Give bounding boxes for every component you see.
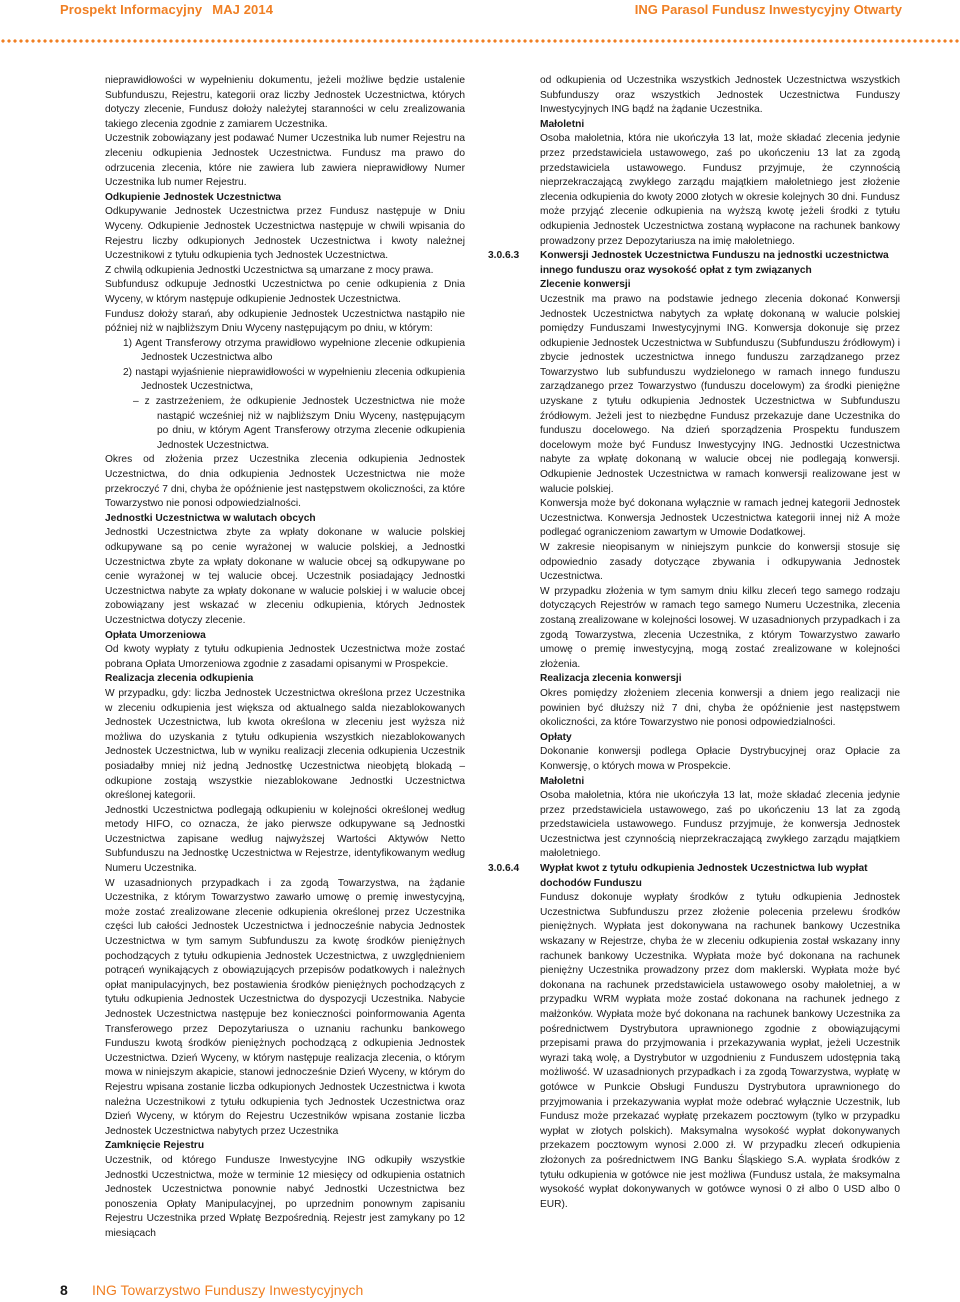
page-header (0, 0, 960, 22)
subheading: Realizacja zlecenia konwersji (540, 673, 682, 685)
paragraph: Fundusz dołoży starań, aby odkupienie Jednostek Uczestnictwa nastąpiło nie później niż w najbliższym Dniu Wyceny następującym po dniu, w którym: (105, 308, 465, 335)
section-title: Wypłat kwot z tytułu odkupienia Jednostek Uczestnictwa lub wypłat dochodów Funduszu (540, 863, 868, 889)
paragraph: Okres pomiędzy złożeniem zlecenia konwersji a dniem jego realizacji nie powinien być dłuższy niż 7 dni, chyba że opóźnienie jest następstwem okoliczności, za które Towarzystwo nie ponosi odpowiedzialności. (540, 687, 900, 729)
company-name: ING Towarzystwo Funduszy Inwestycyjnych (92, 1282, 364, 1298)
paragraph: W zakresie nieopisanym w niniejszym punkcie do konwersji stosuje się odpowiednio zasady dotyczące zbywania i odkupywania Jednostek Uczestnictwa. (540, 542, 900, 583)
numbered-item: 2) nastąpi wyjaśnienie nieprawidłowości w wypełnieniu zlecenia odkupienia Jednostek Uczestnictwa, (123, 366, 465, 393)
left-column (105, 74, 465, 1242)
subheading: Małoletni (540, 118, 585, 130)
paragraph: Od kwoty wypłaty z tytułu odkupienia Jednostek Uczestnictwa może zostać pobrana Opłata Umorzeniowa zgodnie z zasadami opisanymi w Prospekcie. (105, 644, 465, 670)
section-number: 3.0.6.3 (488, 250, 520, 262)
paragraph: Uczestnik ma prawo na podstawie jednego zlecenia dokonać Konwersji Jednostek Uczestnictwa nabytych za wpłatę dokonaną w walucie polskiej pomiędzy Funduszami Inwestycyjnymi ING. Konwersja dokonuje się przez odkupienie Jednostek Uczestnictwa w Subfunduszu (Subfunduszu źródłowym) i zbycie jednostek uczestnictwa innego funduszu zarządzanego przez Towarzystwo lub subfunduszu wydzielonego w ramach innego funduszu zarządzanego przez Towarzystwo (funduszu docelowym) za środki pieniężne uzyskane z tytułu odkupienia Jednostek Uczestnictwa w Subfunduszu źródłowym. Jeżeli jest to niezbędne Fundusz przekazuje dane Uczestnika do funduszu docelowego. Na dzień sporządzenia Prospektu funduszem docelowym może być Fundusz Inwestycyjny ING. Jednostki Uczestnictwa nabyte za wpłatę dokonaną w walucie obcej nie podlegają konwersji. Odkupienie Jednostek Uczestnictwa w ramach konwersji realizowane jest w walucie polskiej. (540, 293, 900, 495)
paragraph: Z chwilą odkupienia Jednostki Uczestnictwa są umarzane z mocy prawa. (105, 264, 434, 276)
paragraph: Uczestnik zobowiązany jest podawać Numer Uczestnika lub numer Rejestru na zleceniu odkupienia Jednostek Uczestnictwa. Fundusz ma prawo do odrzucenia zlecenia, które nie zawiera lub zawiera nieprawidłowy Numer Uczestnika lub numer Rejestru. (105, 133, 465, 189)
subheading: Zamknięcie Rejestru (105, 1140, 205, 1152)
document-date: MAJ 2014 (212, 2, 274, 17)
paragraph: Okres od złożenia przez Uczestnika zlecenia odkupienia Jednostek Uczestnictwa, do dnia odkupienia Jednostek Uczestnictwa nie może przekroczyć 7 dni, chyba że opóźnienie jest następstwem okoliczności, za które Towarzystwo nie ponosi odpowiedzialności. (105, 454, 465, 510)
paragraph: nieprawidłowości w wypełnieniu dokumentu, jeżeli możliwe będzie ustalenie Subfunduszu, Rejestru, kategorii oraz liczby Jednostek Uczestnictwa, których dotyczy zlecenie, Fundusz dołoży należytej staranności w celu zrealizowania takiego zlecenia zgodnie z zamiarem Uczestnika. (105, 75, 465, 130)
paragraph: W uzasadnionych przypadkach i za zgodą Towarzystwa, na żądanie Uczestnika, z którym Towarzystwo zawarło umowę o premię inwestycyjną, może zostać zrealizowane zlecenie odkupienia określonej przez Uczestnika części lub całości Jednostek Uczestnictwa i jednocześnie nabycia Jednostek Uczestnictwa w tym samym Subfunduszu za kwotę środków pieniężnych pochodzących z tytułu odkupienia Jednostek Uczestnictwa, z uwzględnieniem potrąceń wynikających z obowiązujących przepisów podatkowych i należnych opłat manipulacyjnych, bez postawienia środków pieniężnych pochodzących z tytułu odkupienia Jednostek Uczestnictwa do dyspozycji Uczestnika. Nabycie Jednostek Uczestnictwa następuje bez konieczności poinformowania Agenta Transferowego przez Depozytariusza o uznaniu rachunku bankowego Funduszu kwotą środków pieniężnych pochodzącą z odkupienia Jednostek Uczestnictwa. Dzień Wyceny, w którym następuje realizacja zlecenia, o którym mowa w niniejszym akapicie, stanowi jednocześnie Dzień Wyceny, w którym do Rejestru wpisana zostanie liczba odkupionych Jednostek Uczestnictwa i kwota należna Uczestnikowi z tytułu odkupienia tych Jednostek Uczestnictwa oraz Dzień Wyceny, w którym do Rejestru Uczestników wpisana zostanie liczba Jednostek Uczestnictwa nabytych przez Uczestnika (105, 877, 465, 1137)
paragraph: Osoba małoletnia, która nie ukończyła 13 lat, może składać zlecenia jedynie przez przedstawiciela ustawowego, zaś po ukończeniu 13 lat za zgodą przedstawiciela ustawowego. Fundusz przyjmuje, że konwersja Jednostek Uczestnictwa jest czynnością nieprzekraczającą zwykłego zarządu majątkiem małoletniego. (540, 790, 900, 860)
paragraph: od odkupienia od Uczestnika wszystkich Jednostek Uczestnictwa wszystkich Subfunduszy oraz wszystkich Jednostek Uczestnictwa Funduszy Inwestycyjnych ING bądź na żądanie Uczestnika. (540, 75, 900, 116)
document-title: Prospekt Informacyjny (60, 2, 203, 17)
paragraph: Odkupywanie Jednostek Uczestnictwa przez Fundusz następuje w Dniu Wyceny. Odkupienie Jednostek Uczestnictwa następuje w chwili wpisania do Rejestru liczby odkupionych Jednostek Uczestnictwa i kwoty należnej Uczestnikowi z tytułu odkupienia tych Jednostek Uczestnictwa. (105, 206, 465, 262)
subheading: Zlecenie konwersji (540, 279, 631, 291)
numbered-item: 1) Agent Transferowy otrzyma prawidłowo wypełnione zlecenie odkupienia Jednostek Uczestnictwa albo (123, 337, 465, 364)
section-title: Konwersji Jednostek Uczestnictwa Funduszu na jednostki uczestnictwa innego funduszu oraz wysokość opłat z tym związanych (540, 250, 889, 276)
dotted-divider (0, 36, 960, 46)
page-footer (0, 1282, 960, 1302)
paragraph: Jednostki Uczestnictwa podlegają odkupieniu w kolejności określonej według metody HIFO, co oznacza, że jako pierwsze odkupywane są Jednostki Uczestnictwa zapisane według najwyższej Wartości Aktywów Netto Subfunduszu na Jednostkę Uczestnictwa w Rejestrze, identyfikowanym według Numeru Uczestnika. (105, 804, 465, 875)
paragraph: Fundusz dokonuje wypłaty środków z tytułu odkupienia Jednostek Uczestnictwa Subfunduszu przez złożenie polecenia przelewu środków pieniężnych. Wypłata jest dokonywana na rachunek bankowy Uczestnika wskazany w Rejestrze, chyba że w zleceniu odkupienia został wskazany inny rachunek bankowy Uczestnika. Wypłata może być dokonana na rachunek pieniężny Uczestnika prowadzony przez dom maklerski. Wypłata może być dokonana na rachunek przedstawiciela ustawowego osoby małoletniej, a w przypadku WRM wypłata może zostać dokonana na rachunek jednego z małżonków. Wypłata może być dokonana na rachunek bankowy Uczestnika za pośrednictwem Dystrybutora uprawnionego zgodnie z obowiązującymi przepisami prawa do przyjmowania i przekazywania wypłat, jeżeli Uczestnik wyrazi taką wolę, a Dystrybutor w uzgodnieniu z Funduszem udostępnia taką możliwość. W uzasadnionych przypadkach i za zgodą Towarzystwa, wypłatę w gotówce w Punkcie Obsługi Funduszu Dystrybutora uprawnionego do przyjmowania i przekazywania wypłat może odebrać wyłącznie Uczestnik, lub Fundusz może przekazać wypłatę przekazem pocztowym (tylko w przypadku wypłat w złotych polskich). Maksymalna wysokość wypłat dokonywanych przekazem pocztowym wynosi 2.000 zł. W przypadku zleceń odkupienia złożonych za pośrednictwem ING Banku Śląskiego S.A. wypłata środków z tytułu odkupienia w gotówce nie jest możliwa (Fundusz ustala, że maksymalna wysokość wypłat dokonywanych w gotówce wynosi 0 zł albo 0 USD albo 0 EUR). (540, 892, 900, 1210)
paragraph: Dokonanie konwersji podlega Opłacie Dystrybucyjnej oraz Opłacie za Konwersję, o których mowa w Prospekcie. (540, 746, 900, 772)
paragraph: Jednostki Uczestnictwa zbyte za wpłaty dokonane w walucie polskiej odkupywane są po cenie wyrażonej w walucie polskiej, a Jednostki Uczestnictwa zbyte za wpłaty dokonane w walucie obcej są odkupywane po cenie wyrażonej w tej walucie obcej. Uczestnik posiadający Jednostki Uczestnictwa nabyte za wpłaty dokonane w walucie polskiej i w walucie obcej zobowiązany jest wskazać w zleceniu odkupienia, których Jednostek Uczestnictwa dotyczy zlecenie. (105, 527, 465, 626)
section-heading (488, 862, 900, 891)
subheading: Jednostki Uczestnictwa w walutach obcych (105, 512, 316, 524)
paragraph: Konwersja może być dokonana wyłącznie w ramach jednej kategorii Jednostek Uczestnictwa. Konwersja Jednostek Uczestnictwa kategorii innej niż A może podlegać ograniczeniom zawartym w Umowie Dodatkowej. (540, 498, 900, 539)
fund-name: ING Parasol Fundusz Inwestycyjny Otwarty (634, 2, 902, 17)
section-number: 3.0.6.4 (488, 863, 520, 875)
paragraph: W przypadku złożenia w tym samym dniu kilku zleceń tego samego rodzaju dotyczących Rejestrów w ramach tego samego Numeru Uczestnika, zlecenia zostaną zrealizowane w kolejności losowej. W uzasadnionych przypadkach i za zgodą Towarzystwa, zlecenia Uczestnika, z którym Towarzystwo zawarło umowę o premię inwestycyjną, mogą zostać zrealizowane w kolejności złożenia. (540, 585, 900, 670)
paragraph: W przypadku, gdy: liczba Jednostek Uczestnictwa określona przez Uczestnika w zleceniu odkupienia jest większa od aktualnego salda niezablokowanych Jednostek Uczestnictwa, lub kwota określona w zleceniu jest wyższa niż możliwa do uzyskania z tytułu odkupienia wszystkich niezablokowanych Jednostek Uczestnictwa, lub w wyniku realizacji zlecenia odkupienia Uczestnik posiadałby mniej niż jedną Jednostkę Uczestnictwa nieobjętą blokadą – odkupione zostają wszystkie niezablokowane Jednostki Uczestnictwa określonej kategorii. (105, 687, 465, 802)
section-heading (488, 249, 900, 278)
right-column (488, 74, 900, 1212)
subheading: Małoletni (540, 775, 585, 787)
subheading: Opłaty (540, 731, 572, 743)
paragraph: Osoba małoletnia, która nie ukończyła 13 lat, może składać zlecenia jedynie przez przedstawiciela ustawowego, zaś po ukończeniu 13 lat za zgodą przedstawiciela ustawowego. Fundusz przyjmuje, że czynnością nieprzekraczającą zwykłego zarządu majątkiem małoletniego jest złożenie zlecenia odkupienia do kwoty 2000 złotych w okresie kolejnych 30 dni. Fundusz może przyjąć zlecenie odkupienia na wyższą kwotę jeżeli środki z tytułu odkupienia Jednostek Uczestnictwa zostaną wypłacone na rachunek bankowy prowadzony przez Depozytariusza na imię małoletniego. (540, 133, 900, 247)
subheading: Opłata Umorzeniowa (105, 629, 206, 641)
subheading: Odkupienie Jednostek Uczestnictwa (105, 191, 282, 203)
subheading: Realizacja zlecenia odkupienia (105, 673, 254, 685)
header-left (60, 2, 273, 17)
page-number: 8 (60, 1282, 68, 1298)
dash-item: – z zastrzeżeniem, że odkupienie Jednostek Uczestnictwa nie może nastąpić wcześniej niż w najbliższym Dniu Wyceny, następującym po dniu, w którym Agent Transferowy otrzyma zlecenie odkupienia Jednostek Uczestnictwa. (133, 396, 465, 451)
paragraph: Uczestnik, od którego Fundusze Inwestycyjne ING odkupiły wszystkie Jednostki Uczestnictwa, może w terminie 12 miesięcy od odkupienia ostatnich Jednostek Uczestnictwa ponownie nabyć Jednostki Uczestnictwa bez ponoszenia Opłaty Manipulacyjnej, po uprzednim ponownym zapisaniu Rejestru Uczestnika przed Wpłatę Bezpośrednią. Rejestr jest zamykany po 12 miesiącach (105, 1154, 465, 1239)
paragraph: Subfundusz odkupuje Jednostki Uczestnictwa po cenie odkupienia z Dnia Wyceny, w którym następuje odkupienie Jednostek Uczestnictwa. (105, 279, 465, 305)
